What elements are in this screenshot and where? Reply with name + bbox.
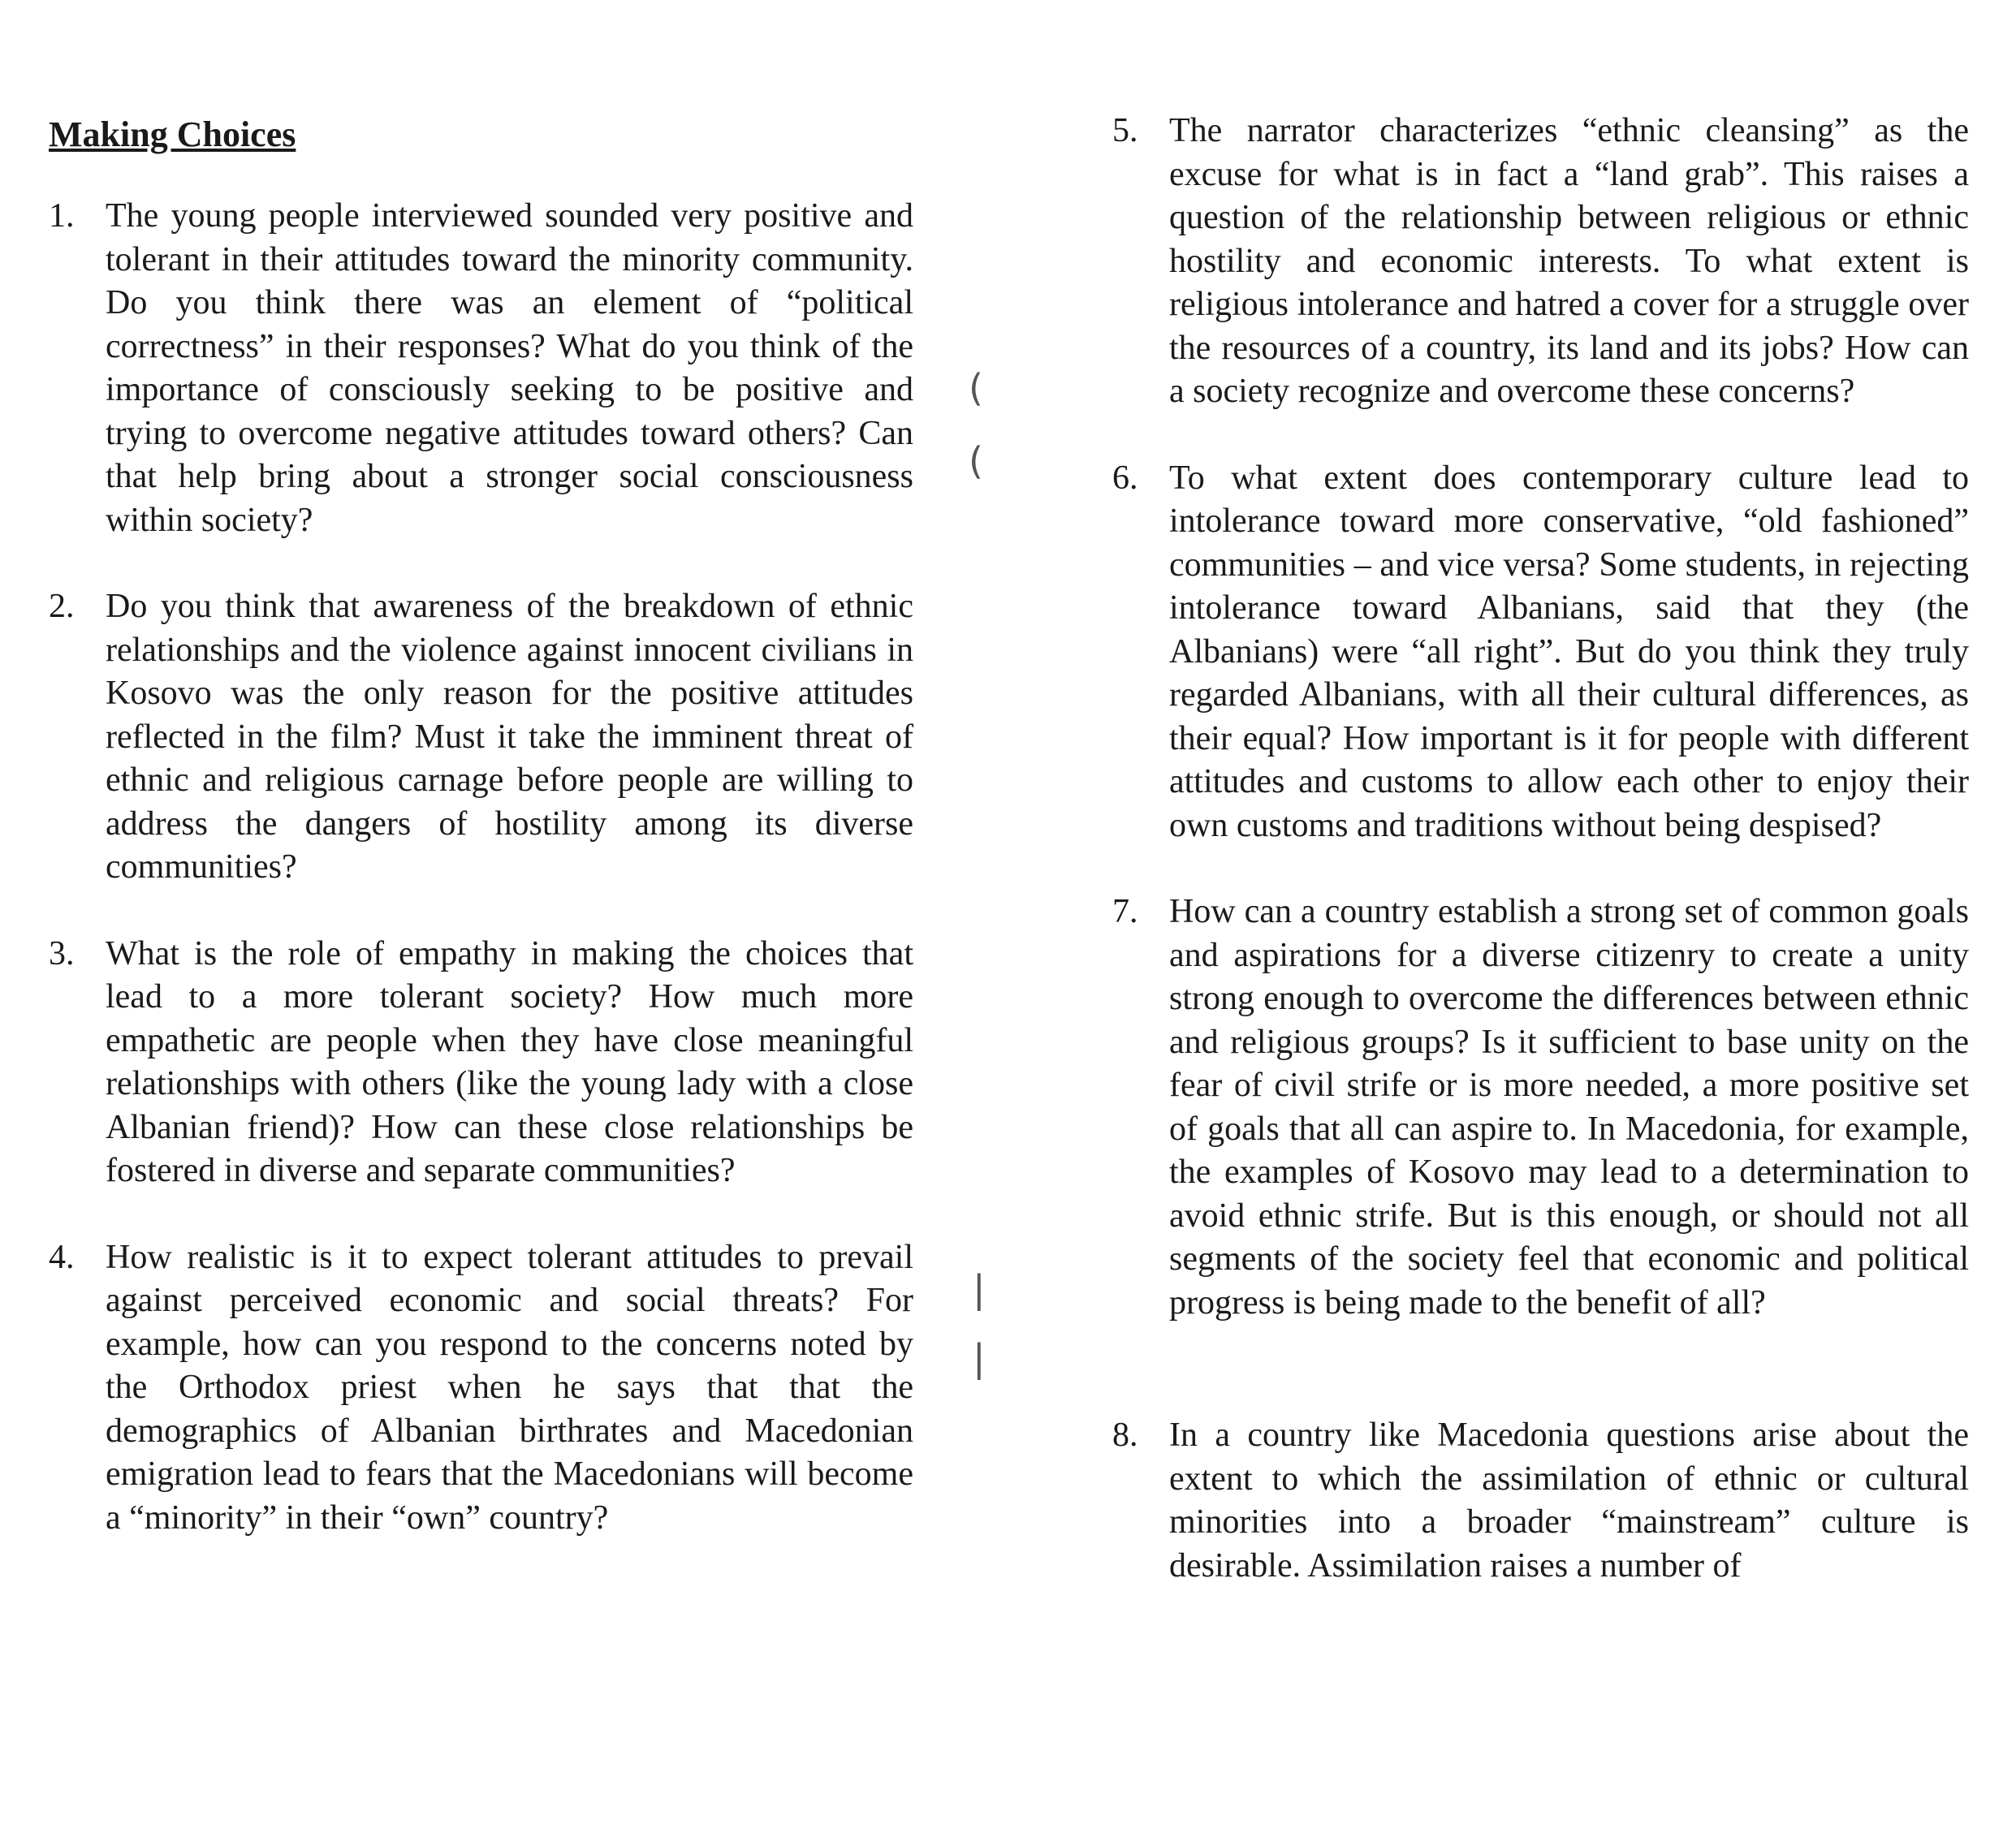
binding-mark-icon: | — [973, 1336, 986, 1380]
question-8 — [1112, 1414, 1969, 1588]
question-text: How can a country establish a strong set of common goals and aspirations for a diverse citizenry to create a unity strong enough to overcome the differences between ethnic and religious groups? Is it sufficient to base unity on the fear of civil strife or is more needed, a more positive set of goals that all can aspire to. In Macedonia, for example, the examples of Kosovo may lead to a determination to avoid ethnic strife. But is this enough, or should not all segments of the society feel that economic and political progress is being made to the benefit of all? — [1169, 893, 1969, 1322]
question-text: Do you think that awareness of the breakdown of ethnic relationships and the violence against innocent civilians in Kosovo was the only reason for the positive attitudes reflected in the film? Must it take the imminent threat of ethnic and religious carnage before people are willing to address the dangers of hostility among its diverse communities? — [106, 588, 913, 886]
question-text: The narrator characterizes “ethnic cleansing” as the excuse for what is in fact a “land grab”. This raises a question of the relationship between religious or ethnic hostility and economic interests. To what extent is religious intolerance and hatred a cover for a struggle over the resources of a country, its land and its jobs? How can a society recognize and overcome these concerns? — [1169, 112, 1969, 410]
question-7 — [1112, 890, 1969, 1325]
right-column — [1112, 110, 1969, 1588]
question-2 — [49, 585, 913, 890]
question-text: In a country like Macedonia questions arise about the extent to which the assimilation of ethnic or cultural minorities into a broader “mainstream” culture is desirable. Assimilation raises a number of — [1169, 1417, 1969, 1585]
question-text: To what extent does contemporary culture lead to intolerance toward more conservative, “old fashioned” communities – and vice versa? Some students, in rejecting intolerance toward Albanians, said that they (the Albanians) were “all right”. But do you think they truly regarded Albanians, with all their cultural differences, as their equal? How important is it for people with different attitudes and customs to allow each other to enjoy their own customs and traditions without being despised? — [1169, 459, 1969, 844]
question-number: 6. — [1112, 459, 1138, 497]
question-text: What is the role of empathy in making the choices that lead to a more tolerant society? How much more empathetic are people when they have close meaningful relationships with others (like the young lady with a close Albanian friend)? How can these close relationships be fostered in diverse and separate communities? — [106, 934, 913, 1189]
binding-mark-icon: ( — [969, 439, 983, 483]
question-number: 8. — [1112, 1417, 1138, 1454]
question-3 — [49, 933, 913, 1193]
question-number: 5. — [1112, 112, 1138, 149]
question-number: 1. — [49, 197, 75, 235]
binding-mark-icon: | — [973, 1267, 986, 1311]
binding-mark-icon: ( — [969, 366, 983, 410]
question-5 — [1112, 110, 1969, 414]
question-4 — [49, 1236, 913, 1541]
page-title: Making Choices — [49, 114, 296, 154]
question-6 — [1112, 457, 1969, 848]
question-number: 2. — [49, 588, 75, 625]
question-number: 3. — [49, 934, 75, 972]
question-1 — [49, 195, 913, 542]
question-text: The young people interviewed sounded very positive and tolerant in their attitudes toward the minority community. Do you think there was an element of “political correctness” in their responses? What do you think of the importance of consciously seeking to be positive and trying to overcome negative attitudes toward others? Can that help bring about a stronger social consciousness within society? — [106, 197, 913, 539]
left-column — [49, 195, 913, 1540]
question-number: 7. — [1112, 893, 1138, 930]
question-number: 4. — [49, 1238, 75, 1276]
question-text: How realistic is it to expect tolerant attitudes to prevail against perceived economic and social threats? For example, how can you respond to the concerns noted by the Orthodox priest when he says that that the demographics of Albanian birthrates and Macedonian emigration lead to fears that the Macedonians will become a “minority” in their “own” country? — [106, 1238, 913, 1537]
